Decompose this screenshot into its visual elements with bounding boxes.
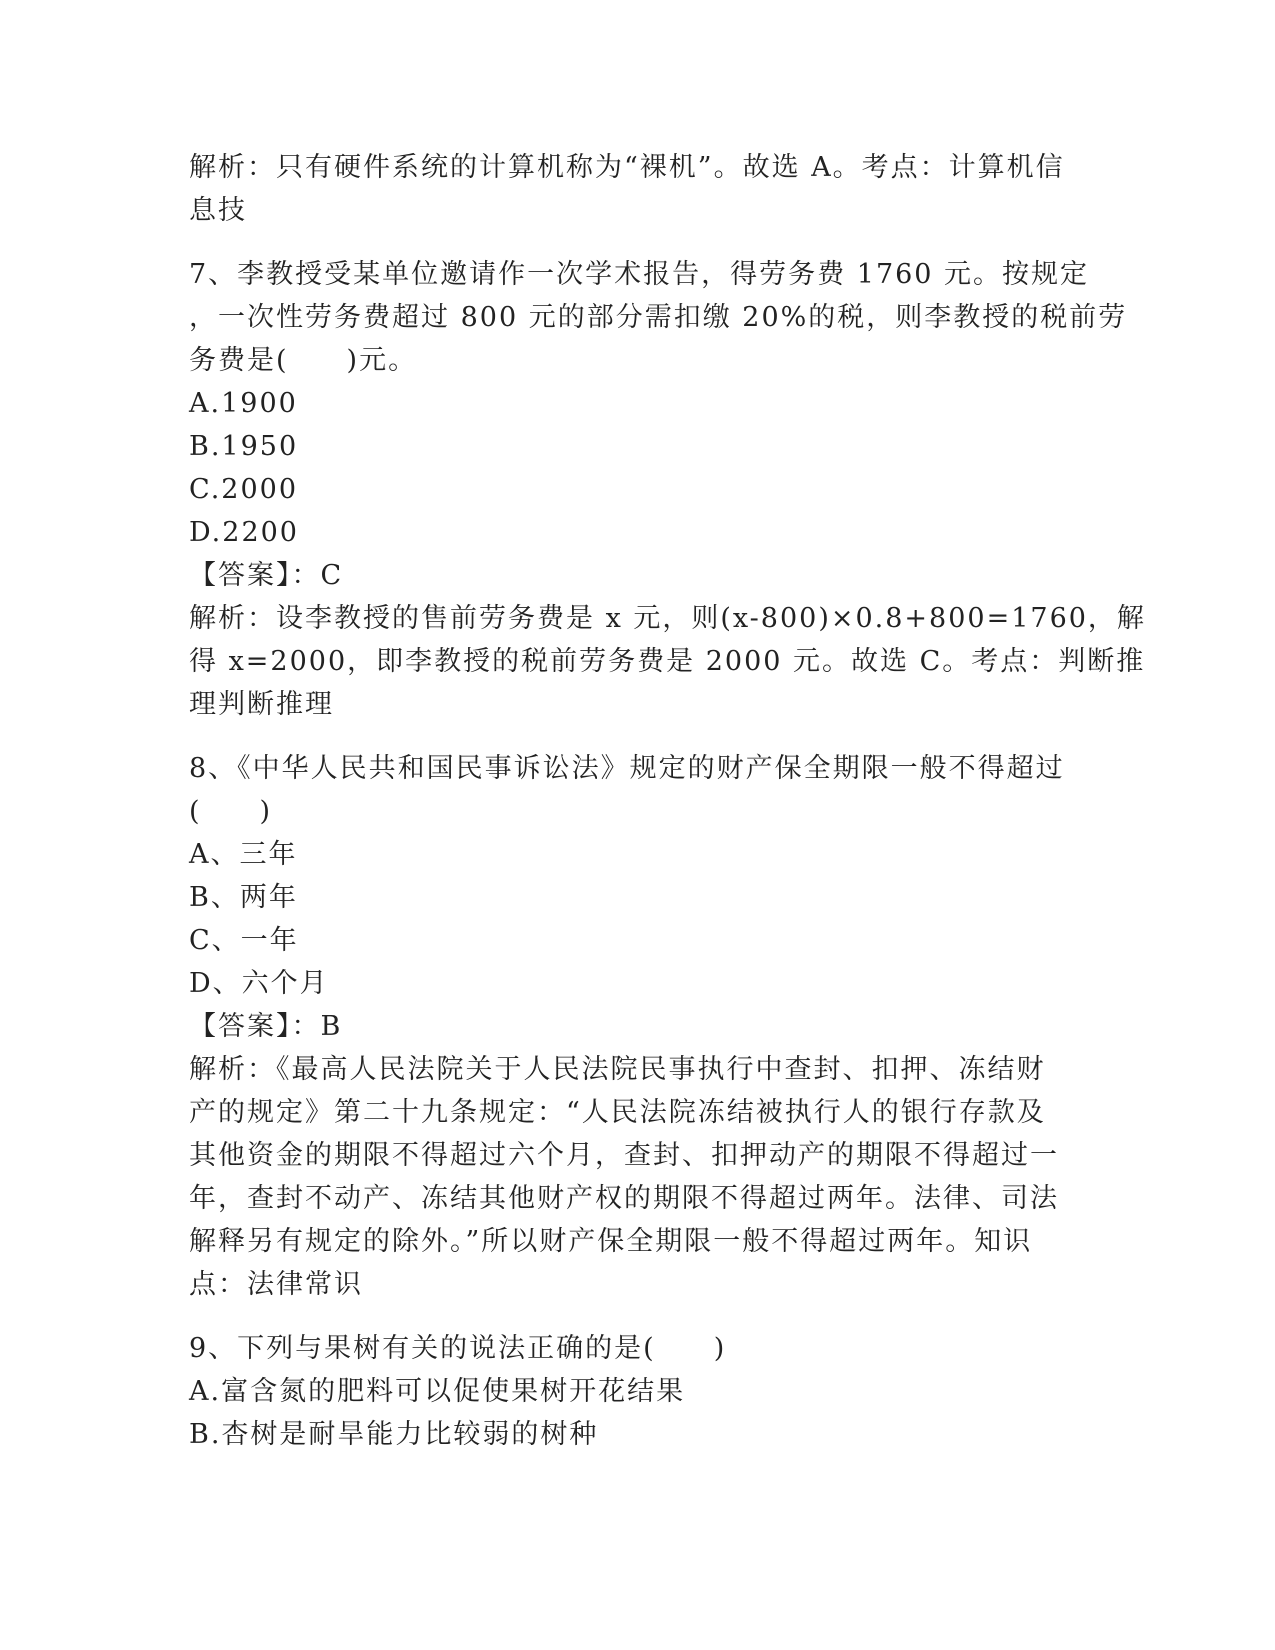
option-a: A.富含氮的肥料可以促使果树开花结果 [189, 1376, 686, 1407]
option-d: D、六个月 [189, 968, 329, 999]
analysis-line: 解释另有规定的除外。”所以财产保全期限一般不得超过两年。知识 [189, 1226, 1033, 1257]
analysis-line: 解析：《最高人民法院关于人民法院民事执行中查封、扣押、冻结财 [189, 1054, 1046, 1085]
option-b: B.杏树是耐旱能力比较弱的树种 [189, 1419, 599, 1450]
question-stem-line: 7、李教授受某单位邀请作一次学术报告，得劳务费 1760 元。按规定 [189, 259, 1090, 290]
option-a: A.1900 [189, 388, 298, 419]
analysis-line: 年，查封不动产、冻结其他财产权的期限不得超过两年。法律、司法 [189, 1183, 1059, 1214]
question-9 [189, 1327, 1089, 1456]
answer-line: 【答案】：C [189, 560, 344, 591]
option-a: A、三年 [189, 839, 298, 870]
analysis-line: 息技 [189, 195, 247, 226]
option-c: C、一年 [189, 925, 299, 956]
analysis-line: 产的规定》第二十九条规定：“人民法院冻结被执行人的银行存款及 [189, 1097, 1046, 1128]
question-7 [189, 253, 1146, 726]
analysis-line: 点：法律常识 [189, 1269, 363, 1300]
answer-line: 【答案】：B [189, 1011, 343, 1042]
analysis-line: 得 x=2000，即李教授的税前劳务费是 2000 元。故选 C。考点：判断推 [189, 646, 1146, 677]
option-b: B.1950 [189, 431, 299, 462]
option-d: D.2200 [189, 517, 299, 548]
document-content [189, 146, 1146, 1456]
option-c: C.2000 [189, 474, 298, 505]
analysis-line: 其他资金的期限不得超过六个月，查封、扣押动产的期限不得超过一 [189, 1140, 1059, 1171]
question-stem-line: 务费是( )元。 [189, 345, 418, 376]
analysis-line: 解析：设李教授的售前劳务费是 x 元，则(x-800)×0.8+800=1760，解 [189, 603, 1146, 634]
prev-analysis [189, 146, 1089, 232]
question-stem-line: 9、下列与果树有关的说法正确的是( ) [189, 1333, 727, 1364]
analysis-line: 理判断推理 [189, 689, 334, 720]
question-8 [189, 747, 1089, 1306]
question-stem-line: 8、《中华人民共和国民事诉讼法》规定的财产保全期限一般不得超过 [189, 753, 1065, 784]
option-b: B、两年 [189, 882, 298, 913]
question-stem-line: ( ) [189, 796, 273, 827]
question-stem-line: ，一次性劳务费超过 800 元的部分需扣缴 20%的税，则李教授的税前劳 [189, 302, 1128, 333]
analysis-line: 解析：只有硬件系统的计算机称为“裸机”。故选 A。考点：计算机信 [189, 152, 1065, 183]
